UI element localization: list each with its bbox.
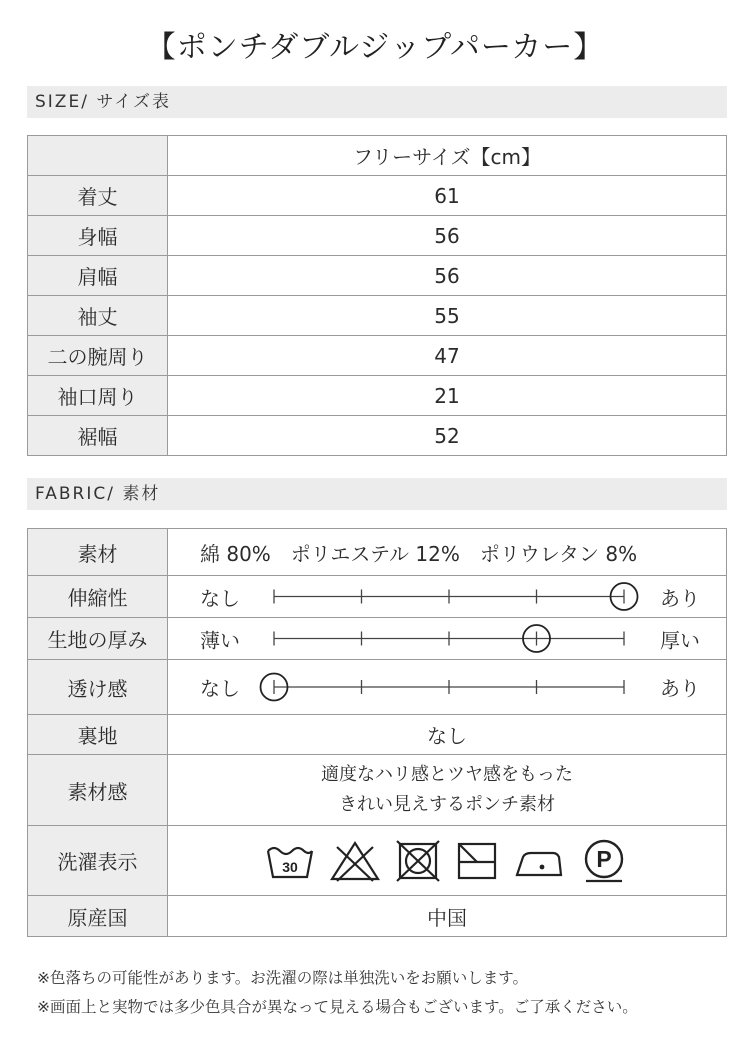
size-row-label: 二の腕周り: [28, 336, 168, 376]
size-row-label: 袖口周り: [28, 376, 168, 416]
stretch-scale-track: [168, 576, 728, 617]
no-bleach-icon: [329, 839, 381, 883]
texture-line-1: 適度なハリ感とツヤ感をもった: [321, 764, 573, 785]
material-value: 綿 80% ポリエステル 12% ポリウレタン 8%: [168, 529, 727, 576]
sheerness-label: 透け感: [28, 660, 168, 715]
size-row-value: 52: [168, 416, 727, 456]
sheerness-scale-track: [168, 660, 728, 714]
texture-label: 素材感: [28, 755, 168, 826]
table-row: [28, 715, 727, 755]
thickness-scale-max-label: 厚い: [660, 628, 700, 652]
sheerness-scale-min-label: なし: [200, 676, 240, 701]
stretch-scale-min-label: なし: [200, 586, 240, 610]
stretch-scale-max-label: あり: [660, 586, 700, 610]
lining-label: 裏地: [28, 715, 168, 755]
table-row: [28, 755, 727, 826]
origin-label: 原産国: [28, 896, 168, 937]
origin-value: 中国: [168, 896, 727, 937]
thickness-label: 生地の厚み: [28, 618, 168, 660]
sheerness-scale-max-label: あり: [660, 676, 700, 701]
table-row: [28, 376, 727, 416]
table-row: [28, 256, 727, 296]
table-row: [28, 216, 727, 256]
table-row: [28, 416, 727, 456]
table-row: [28, 336, 727, 376]
note-line: ※色落ちの可能性があります。お洗濯の際は単独洗いをお願いします。: [37, 969, 529, 987]
size-row-value: 61: [168, 176, 727, 216]
iron-low-icon: [513, 839, 565, 883]
size-row-value: 56: [168, 216, 727, 256]
size-row-value: 56: [168, 256, 727, 296]
fabric-section-heading: FABRIC/ 素材: [27, 478, 727, 510]
care-label: 洗濯表示: [28, 826, 168, 896]
dry-clean-p-icon: [579, 838, 629, 884]
texture-value: [168, 755, 727, 826]
sheerness-scale: [168, 660, 727, 715]
care-symbols: [168, 826, 727, 896]
size-header-row: [28, 136, 727, 176]
size-row-value: 47: [168, 336, 727, 376]
thickness-scale: [168, 618, 727, 660]
size-row-label: 肩幅: [28, 256, 168, 296]
size-row-label: 身幅: [28, 216, 168, 256]
line-dry-shade-icon: [455, 839, 499, 883]
size-table: [27, 135, 727, 456]
table-row: [28, 896, 727, 937]
thickness-scale-min-label: 薄い: [200, 628, 240, 652]
table-row: [28, 826, 727, 896]
table-row: [28, 660, 727, 715]
table-row: [28, 176, 727, 216]
fabric-table: [27, 528, 727, 937]
care-icons-row: [168, 838, 726, 884]
size-section-heading: SIZE/ サイズ表: [27, 86, 727, 118]
page-title: 【ポンチダブルジップパーカー】: [145, 30, 605, 65]
size-row-label: 袖丈: [28, 296, 168, 336]
lining-value: なし: [168, 715, 727, 755]
thickness-scale-track: [168, 618, 728, 659]
size-row-label: 着丈: [28, 176, 168, 216]
wash-temp-label: 30: [282, 858, 298, 875]
no-tumble-dry-icon: [395, 839, 441, 883]
size-column-header: フリーサイズ【cm】: [168, 136, 727, 176]
wash-30-icon: [265, 839, 315, 883]
size-header-empty: [28, 136, 168, 176]
table-row: [28, 296, 727, 336]
note-line: ※画面上と実物では多少色具合が異なって見える場合もございます。ご了承ください。: [37, 998, 638, 1016]
notes: [37, 964, 638, 1022]
table-row: [28, 576, 727, 618]
size-row-label: 裾幅: [28, 416, 168, 456]
texture-line-2: きれい見えするポンチ素材: [339, 794, 555, 815]
stretch-label: 伸縮性: [28, 576, 168, 618]
table-row: [28, 618, 727, 660]
size-row-value: 21: [168, 376, 727, 416]
material-label: 素材: [28, 529, 168, 576]
dry-clean-letter: P: [596, 845, 612, 872]
stretch-scale: [168, 576, 727, 618]
table-row: [28, 529, 727, 576]
size-row-value: 55: [168, 296, 727, 336]
